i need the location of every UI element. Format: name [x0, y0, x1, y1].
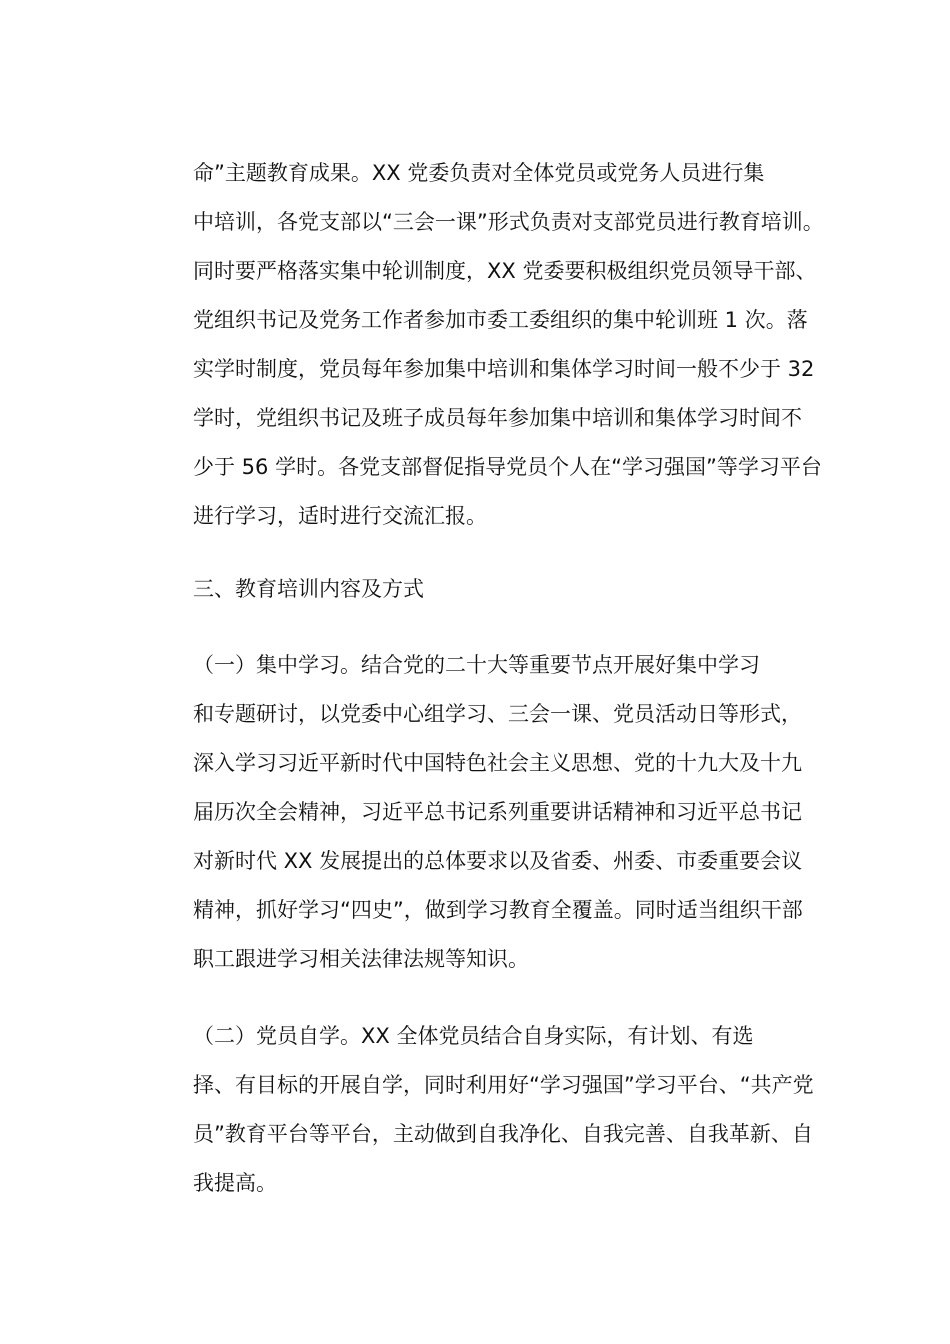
text-line: （二）党员自学。XX 全体党员结合自身实际，有计划、有选: [193, 1024, 754, 1048]
text-line: 员”教育平台等平台，主动做到自我净化、自我完善、自我革新、自: [193, 1122, 813, 1146]
text-line: 中培训，各党支部以“三会一课”形式负责对支部党员进行教育培训。: [193, 210, 824, 234]
text-line: 择、有目标的开展自学，同时利用好“学习强国”学习平台、“共产党: [193, 1073, 814, 1097]
paragraph-centralized-study: [143, 641, 808, 984]
text-line: 对新时代 XX 发展提出的总体要求以及省委、州委、市委重要会议: [193, 849, 803, 873]
text-line: 我提高。: [193, 1171, 277, 1195]
text-line: 深入学习习近平新时代中国特色社会主义思想、党的十九大及十九: [193, 751, 802, 775]
text-line: 命”主题教育成果。XX 党委负责对全体党员或党务人员进行集: [193, 161, 765, 185]
section-heading-text: 三、教育培训内容及方式: [193, 577, 424, 601]
text-line: 精神，抓好学习“四史”，做到学习教育全覆盖。同时适当组织干部: [193, 898, 803, 922]
text-line: 实学时制度，党员每年参加集中培训和集体学习时间一般不少于 32: [193, 357, 815, 381]
text-line: 少于 56 学时。各党支部督促指导党员个人在“学习强国”等学习平台: [193, 455, 822, 479]
text-line: 届历次全会精神，习近平总书记系列重要讲话精神和习近平总书记: [193, 800, 802, 824]
section-heading: [143, 565, 808, 614]
paragraph-education-training-requirements: [143, 149, 824, 541]
text-line: 和专题研讨，以党委中心组学习、三会一课、党员活动日等形式，: [193, 702, 802, 726]
text-line: 职工跟进学习相关法律法规等知识。: [193, 947, 529, 971]
paragraph-self-study: [143, 1012, 814, 1208]
text-line: 党组织书记及党务工作者参加市委工委组织的集中轮训班 1 次。落: [193, 308, 808, 332]
text-line: 学时，党组织书记及班子成员每年参加集中培训和集体学习时间不: [193, 406, 802, 430]
text-line: 同时要严格落实集中轮训制度，XX 党委要积极组织党员领导干部、: [193, 259, 817, 283]
text-line: 进行学习，适时进行交流汇报。: [193, 504, 487, 528]
text-line: （一）集中学习。结合党的二十大等重要节点开展好集中学习: [193, 653, 760, 677]
